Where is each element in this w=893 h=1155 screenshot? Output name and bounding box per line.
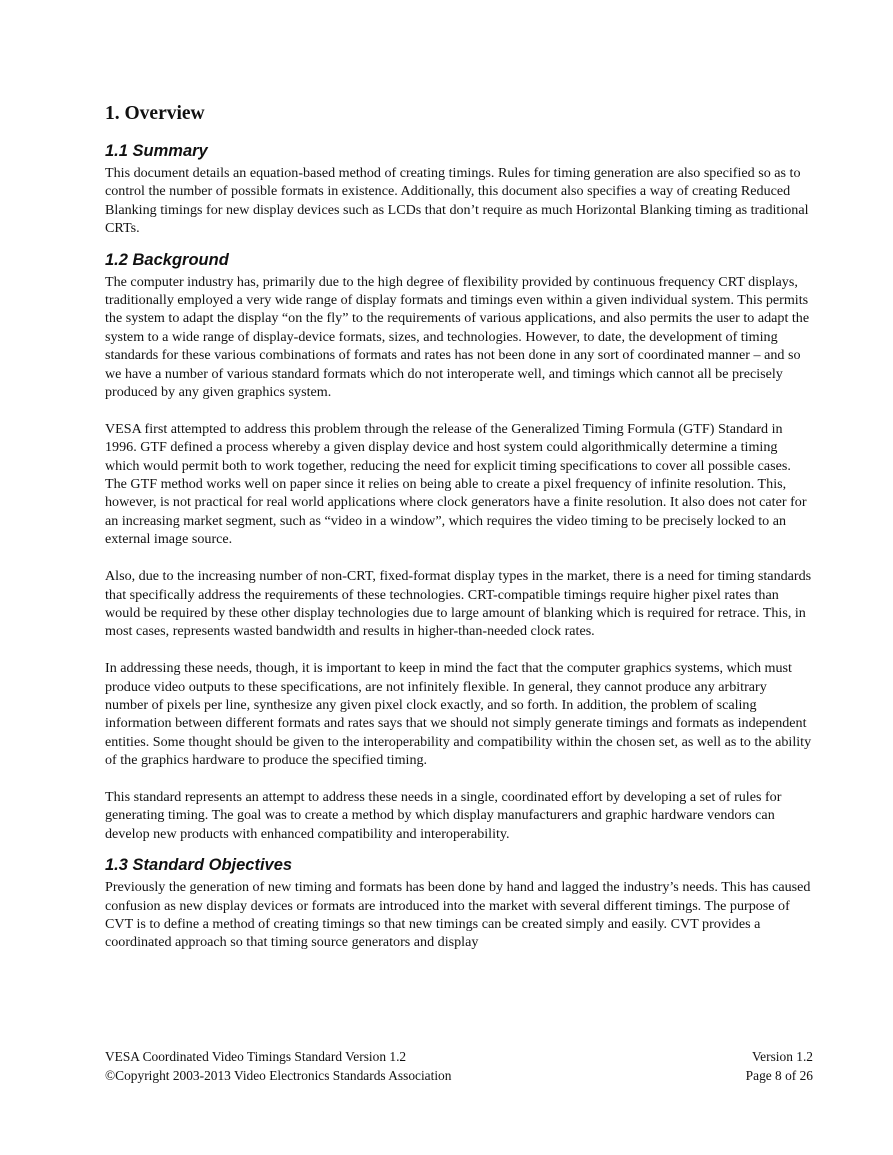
chapter-heading: 1. Overview — [105, 103, 205, 124]
section-background — [105, 249, 813, 844]
paragraph: In addressing these needs, though, it is important to keep in mind the fact that the computer graphics systems, which must produce video outputs to these specifications, are not infinitely flexible. In general, they cannot produce any arbitrary number of pixels per line, synthesize any given pixel clock exactly, and so forth. In addition, the problem of scaling information between different formats and rates says that we should not simply generate timings and formats as independent entities. Some thought should be given to the interoperability and compatibility within the chosen set, as well as to the ability of the graphics hardware to produce the specified timing. — [105, 660, 812, 769]
document-body — [105, 100, 813, 963]
section-standard-objectives — [105, 854, 813, 952]
paragraph: The computer industry has, primarily due to the high degree of flexibility provided by continuous frequency CRT displays, traditionally employed a very wide range of display formats and timings even within a given individual system. This permits the system to adapt the display “on the fly” to the requirements of various applications, and also permits the user to adapt the system to a wide range of display-device formats, sizes, and technologies. However, to date, the development of timing standards for these various combinations of formats and rates has not been done in any sort of coordinated manner – and so we have a number of various standard formats which do not interoperate well, and timings which cannot all be precisely produced by any given graphics system. — [105, 273, 810, 401]
section-title: 1.1 Summary — [105, 142, 208, 160]
footer-version: Version 1.2 — [752, 1049, 813, 1064]
section-summary — [105, 140, 813, 238]
page-footer — [105, 1048, 813, 1085]
footer-copyright: ©Copyright 2003-2013 Video Electronics Standards Association — [105, 1067, 452, 1083]
paragraph: Previously the generation of new timing and formats has been done by hand and lagged the industry’s needs. This has caused confusion as new display devices or formats are introduced into the market with several different timings. The purpose of CVT is to define a method of creating timings so that new timings can be created simply and easily. CVT provides a coordinated approach so that timing source generators and display — [105, 879, 811, 951]
paragraph: This standard represents an attempt to address these needs in a single, coordinated effort by developing a set of rules for generating timing. The goal was to create a method by which display manufacturers and graphic hardware vendors can develop new products with enhanced compatibility and interoperability. — [105, 788, 782, 842]
section-title: 1.2 Background — [105, 250, 229, 269]
footer-doc-title: VESA Coordinated Video Timings Standard Version 1.2 — [105, 1049, 407, 1064]
footer-row — [105, 1048, 813, 1067]
paragraph: VESA first attempted to address this problem through the release of the Generalized Timing Formula (GTF) Standard in 1996. GTF defined a process whereby a given display device and host system could algorithmically determine a timing which would permit both to work together, reducing the need for explicit timing specifications to cover all possible cases. The GTF method works well on paper since it relies on being able to create a pixel frequency of infinite resolution. This, however, is not practical for real world applications where clock generators have a finite resolution. It also does not cater for an increasing market segment, such as “video in a window”, which requires the video timing to be precisely locked to an external image source. — [105, 420, 807, 548]
paragraph: Also, due to the increasing number of non-CRT, fixed-format display types in the market, there is a need for timing standards that specifically address the requirements of these technologies. CRT-compatible timings require higher pixel rates than would be required by these other display technologies due to large amount of blanking which is required for retrace. This, in most cases, represents wasted bandwidth and results in higher-than-needed clock rates. — [105, 568, 812, 640]
footer-page-number: Page 8 of 26 — [745, 1067, 813, 1083]
paragraph: This document details an equation-based method of creating timings. Rules for timing generation are also specified so as to control the number of possible formats in existence. Additionally, this document also specifies a way of creating Reduced Blanking timings for new display devices such as LCDs that don’t require as much Horizontal Blanking timing as traditional CRTs. — [105, 165, 809, 237]
footer-row — [105, 1067, 813, 1086]
section-title: 1.3 Standard Objectives — [105, 856, 293, 875]
